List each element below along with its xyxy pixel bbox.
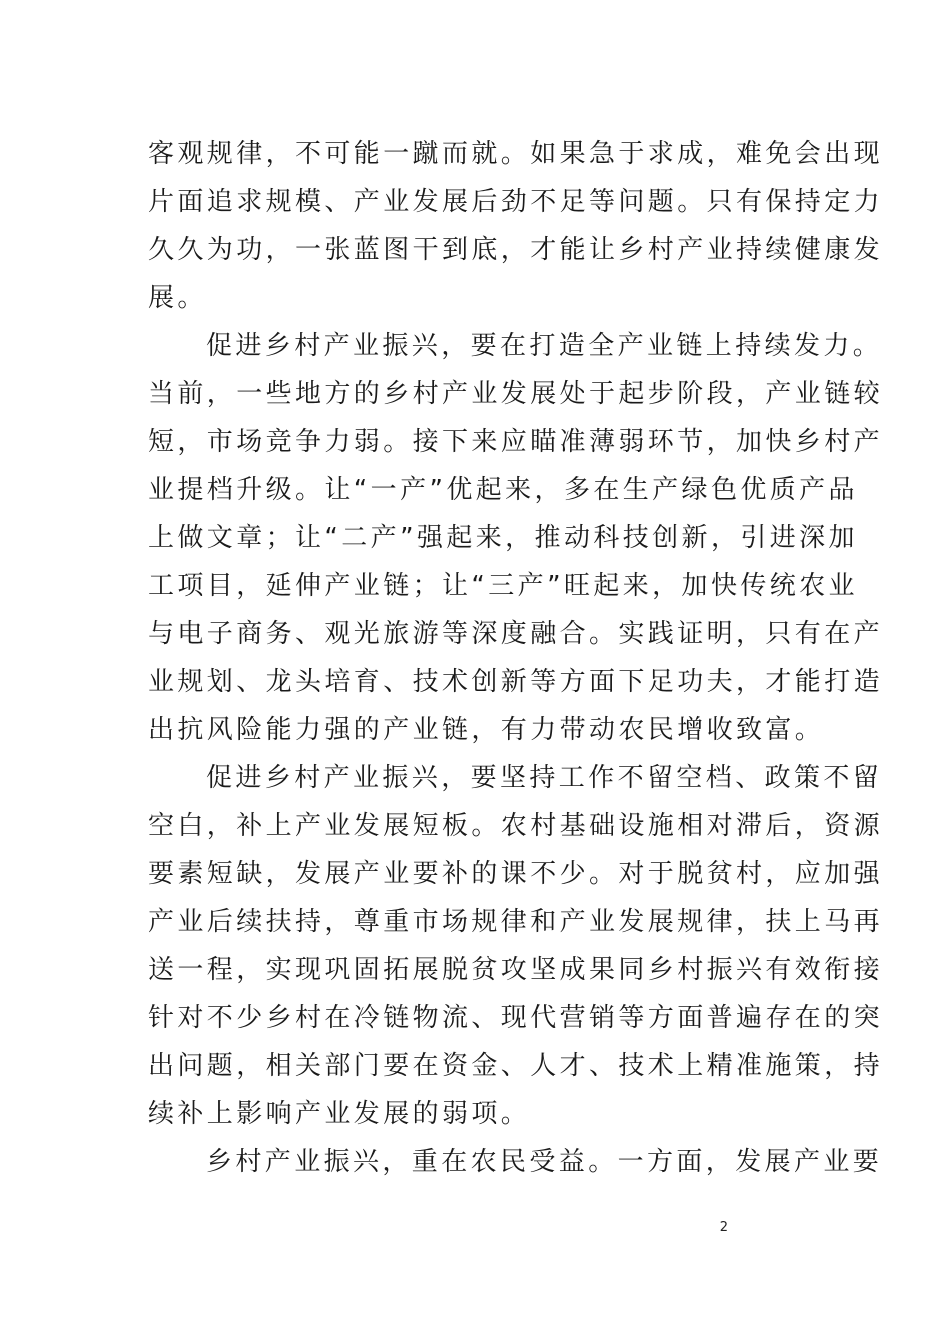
text-line: 空白，补上产业发展短板。农村基础设施相对滞后，资源 [148,811,884,841]
text-line: 工项目，延伸产业链；让“三产”旺起来，加快传统农业 [148,571,858,601]
text-line: 客观规律，不可能一蹴而就。如果急于求成，难免会出现 [148,139,884,169]
text-line: 展。 [148,283,207,313]
text-line: 片面追求规模、产业发展后劲不足等问题。只有保持定力 [148,187,884,217]
text-line: 针对不少乡村在冷链物流、现代营销等方面普遍存在的突 [148,1003,884,1033]
text-line: 短，市场竞争力弱。接下来应瞄准薄弱环节，加快乡村产 [148,427,884,457]
text-line: 要素短缺，发展产业要补的课不少。对于脱贫村，应加强 [148,859,884,889]
text-line: 送一程，实现巩固拓展脱贫攻坚成果同乡村振兴有效衔接 [148,955,884,985]
body-text [148,130,884,1186]
paragraph-start-line: 促进乡村产业振兴，要在打造全产业链上持续发力。 [206,331,883,361]
text-line: 上做文章；让“二产”强起来，推动科技创新，引进深加 [148,523,858,553]
text-line: 当前，一些地方的乡村产业发展处于起步阶段，产业链较 [148,379,884,409]
text-line: 续补上影响产业发展的弱项。 [148,1099,531,1129]
paragraph-start-line: 促进乡村产业振兴，要坚持工作不留空档、政策不留 [206,763,883,793]
text-line: 出问题，相关部门要在资金、人才、技术上精准施策，持 [148,1051,884,1081]
text-line: 业规划、龙头培育、技术创新等方面下足功夫，才能打造 [148,667,884,697]
text-line: 业提档升级。让“一产”优起来，多在生产绿色优质产品 [148,475,858,505]
text-line: 与电子商务、观光旅游等深度融合。实践证明，只有在产 [148,619,884,649]
paragraph-start-line: 乡村产业振兴，重在农民受益。一方面，发展产业要 [206,1147,883,1177]
text-line: 产业后续扶持，尊重市场规律和产业发展规律，扶上马再 [148,907,884,937]
text-line: 出抗风险能力强的产业链，有力带动农民增收致富。 [148,715,825,745]
page-number: 2 [719,1220,728,1235]
text-line: 久久为功，一张蓝图干到底，才能让乡村产业持续健康发 [148,235,884,265]
